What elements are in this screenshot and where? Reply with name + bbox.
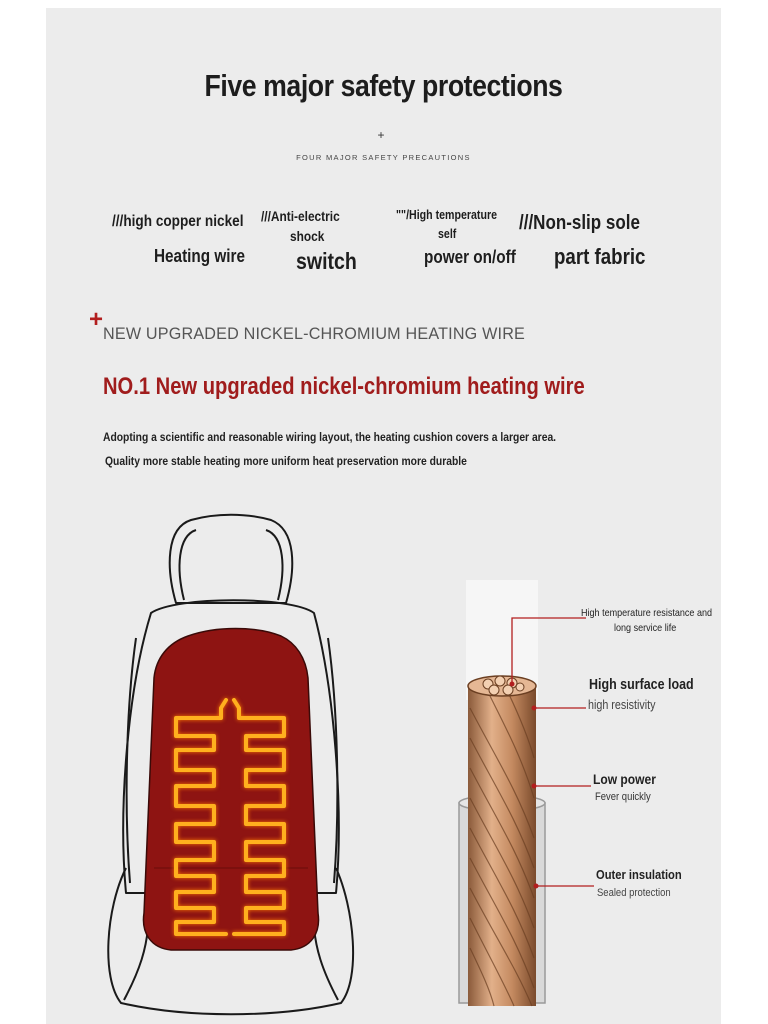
feature-4-line2: part fabric: [554, 244, 646, 269]
section-description-1: Adopting a scientific and reasonable wiring layout, the heating cushion covers a larger area.: [103, 430, 557, 444]
callout-2-title: High surface load: [589, 677, 694, 693]
callout-2-subtitle: high resistivity: [588, 698, 656, 712]
page-subtitle: FOUR MAJOR SAFETY PRECAUTIONS: [296, 153, 471, 162]
plus-icon: +: [377, 128, 385, 142]
feature-1-line1: ///high copper nickel: [112, 213, 244, 230]
callout-3-subtitle: Fever quickly: [595, 791, 651, 803]
section-description-2: Quality more stable heating more uniform heat preservation more durable: [105, 454, 467, 468]
car-seat-illustration: [96, 508, 366, 1018]
callout-4-subtitle: Sealed protection: [597, 887, 671, 899]
section-heading: NO.1 New upgraded nickel-chromium heating wire: [103, 373, 585, 400]
red-plus-icon: +: [89, 306, 104, 333]
callout-4-title: Outer insulation: [596, 867, 682, 882]
feature-1-line2: Heating wire: [154, 246, 245, 266]
headrest-outline: [170, 515, 292, 603]
feature-4-line1: ///Non-slip sole: [519, 212, 640, 234]
page-title: Five major safety protections: [204, 68, 563, 103]
feature-3-line1: ""/High temperature: [396, 208, 498, 222]
section-english-title: NEW UPGRADED NICKEL-CHROMIUM HEATING WIRE: [103, 324, 526, 343]
product-panel: [46, 8, 721, 1024]
callout-1-title: High temperature resistance and: [581, 607, 713, 619]
feature-2-line1b: shock: [290, 228, 325, 244]
feature-3-line1b: self: [438, 227, 457, 241]
callout-3-title: Low power: [593, 771, 656, 787]
callout-1-subtitle: long service life: [614, 622, 677, 634]
heating-pad: [143, 629, 318, 951]
feature-3-line2: power on/off: [424, 247, 516, 267]
feature-2-line1: ///Anti-electric: [261, 208, 340, 224]
copper-cable-illustration: [456, 668, 566, 1008]
feature-2-line2: switch: [296, 248, 357, 274]
